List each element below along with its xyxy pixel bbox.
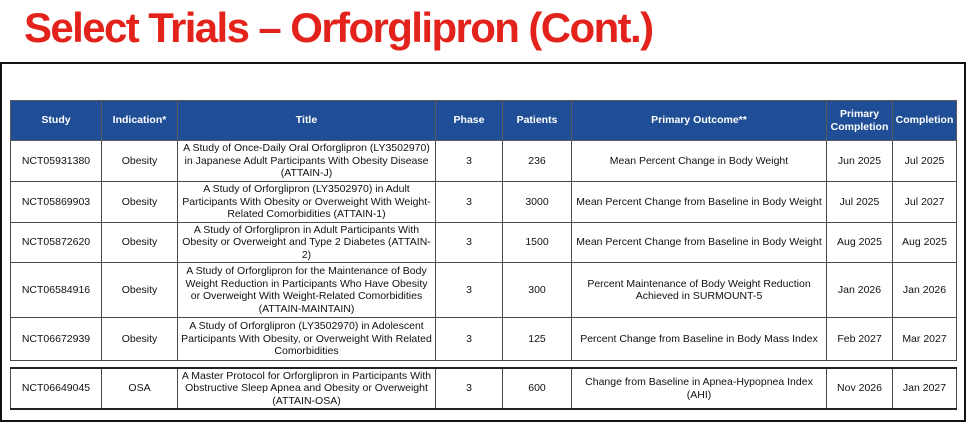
cell-outcome: Mean Percent Change in Body Weight <box>572 141 827 182</box>
cell-completion: Jul 2025 <box>893 141 957 182</box>
cell-primary-completion: Nov 2026 <box>827 368 893 409</box>
cell-study: NCT06672939 <box>11 318 102 361</box>
table-row <box>11 223 957 263</box>
cell-phase: 3 <box>436 318 503 361</box>
cell-completion: Mar 2027 <box>893 318 957 361</box>
table-row <box>11 263 957 318</box>
cell-patients: 3000 <box>503 182 572 223</box>
cell-primary-completion: Jul 2025 <box>827 182 893 223</box>
cell-outcome: Mean Percent Change from Baseline in Body Weight <box>572 182 827 223</box>
cell-indication: OSA <box>102 368 178 409</box>
cell-outcome: Percent Change from Baseline in Body Mass Index <box>572 318 827 361</box>
cell-phase: 3 <box>436 223 503 263</box>
header-primary-outcome: Primary Outcome** <box>572 101 827 141</box>
cell-indication: Obesity <box>102 141 178 182</box>
cell-patients: 1500 <box>503 223 572 263</box>
cell-primary-completion: Jun 2025 <box>827 141 893 182</box>
cell-phase: 3 <box>436 182 503 223</box>
cell-study: NCT05931380 <box>11 141 102 182</box>
cell-primary-completion: Jan 2026 <box>827 263 893 318</box>
cell-indication: Obesity <box>102 182 178 223</box>
table-row <box>11 368 957 409</box>
cell-title: A Study of Once-Daily Oral Orforglipron (LY3502970) in Japanese Adult Participants With Obesity Disease (ATTAIN-J) <box>178 141 436 182</box>
header-patients: Patients <box>503 101 572 141</box>
table-row <box>11 318 957 361</box>
cell-indication: Obesity <box>102 318 178 361</box>
header-completion: Completion <box>893 101 957 141</box>
cell-title: A Study of Orforglipron (LY3502970) in Adolescent Participants With Obesity, or Overweight With Related Comorbidities <box>178 318 436 361</box>
cell-phase: 3 <box>436 368 503 409</box>
header-primary-completion: Primary Completion <box>827 101 893 141</box>
cell-completion: Aug 2025 <box>893 223 957 263</box>
table-row <box>11 141 957 182</box>
cell-title: A Study of Orforglipron in Adult Participants With Obesity or Overweight and Type 2 Diabetes (ATTAIN-2) <box>178 223 436 263</box>
trials-table <box>10 100 957 410</box>
cell-outcome: Percent Maintenance of Body Weight Reduction Achieved in SURMOUNT-5 <box>572 263 827 318</box>
cell-outcome: Change from Baseline in Apnea-Hypopnea Index (AHI) <box>572 368 827 409</box>
separator-cell <box>11 361 957 369</box>
cell-primary-completion: Aug 2025 <box>827 223 893 263</box>
table-row <box>11 182 957 223</box>
cell-primary-completion: Feb 2027 <box>827 318 893 361</box>
cell-patients: 600 <box>503 368 572 409</box>
cell-completion: Jan 2027 <box>893 368 957 409</box>
cell-patients: 236 <box>503 141 572 182</box>
cell-phase: 3 <box>436 263 503 318</box>
cell-patients: 125 <box>503 318 572 361</box>
cell-indication: Obesity <box>102 263 178 318</box>
cell-title: A Study of Orforglipron (LY3502970) in Adult Participants With Obesity or Overweight With Weight-Related Comorbidities (ATTAIN-1) <box>178 182 436 223</box>
cell-title: A Master Protocol for Orforglipron in Participants With Obstructive Sleep Apnea and Obesity or Overweight (ATTAIN-OSA) <box>178 368 436 409</box>
row-separator <box>11 361 957 369</box>
header-indication: Indication* <box>102 101 178 141</box>
cell-study: NCT06584916 <box>11 263 102 318</box>
cell-completion: Jul 2027 <box>893 182 957 223</box>
cell-patients: 300 <box>503 263 572 318</box>
cell-phase: 3 <box>436 141 503 182</box>
page-title: Select Trials – Orforglipron (Cont.) <box>24 4 653 51</box>
header-title: Title <box>178 101 436 141</box>
cell-study: NCT06649045 <box>11 368 102 409</box>
cell-study: NCT05872620 <box>11 223 102 263</box>
table-header-row <box>11 101 957 141</box>
header-phase: Phase <box>436 101 503 141</box>
header-study: Study <box>11 101 102 141</box>
cell-completion: Jan 2026 <box>893 263 957 318</box>
cell-indication: Obesity <box>102 223 178 263</box>
cell-outcome: Mean Percent Change from Baseline in Body Weight <box>572 223 827 263</box>
cell-title: A Study of Orforglipron for the Maintenance of Body Weight Reduction in Participants Who Have Obesity or Overweight With Weight-Related Comorbidities (ATTAIN-MAINTAIN) <box>178 263 436 318</box>
cell-study: NCT05869903 <box>11 182 102 223</box>
